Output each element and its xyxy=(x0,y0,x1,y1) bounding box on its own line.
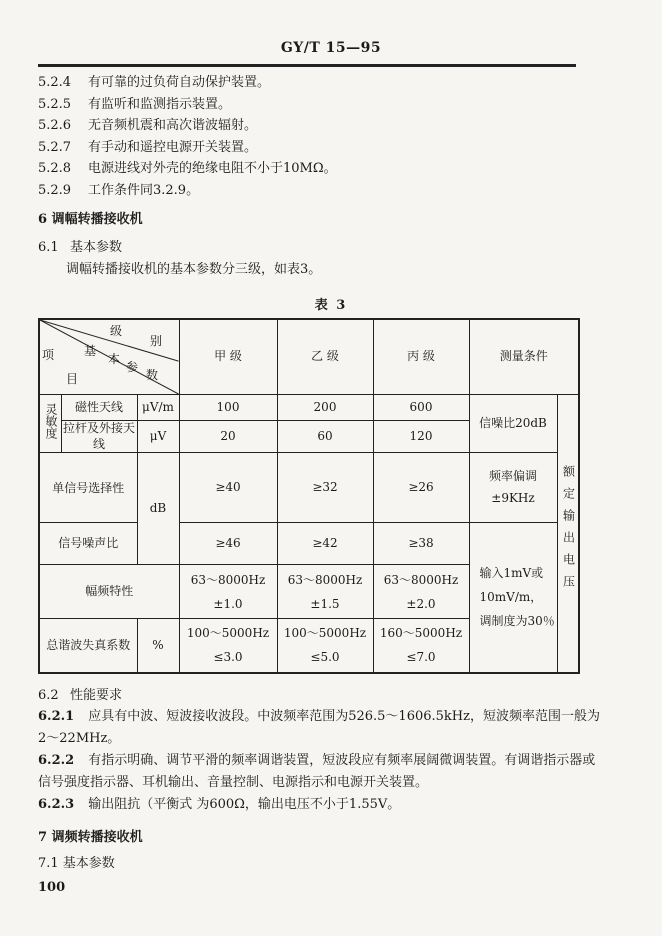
rod-unit: μV xyxy=(137,421,179,453)
measure-header: 测量条件 xyxy=(469,319,579,395)
para-6-2-3: 6.2.3 输出阻抗（平衡式 为600Ω，输出电压不小于1.55V。 xyxy=(38,797,401,812)
condition-rated-output: 额定输出电压 xyxy=(557,395,579,673)
section-6-title: 6 调幅转播接收机 xyxy=(38,212,143,227)
db-unit: dB xyxy=(137,453,179,565)
table-cell: 600 xyxy=(373,395,469,421)
table-cell: ≥40 xyxy=(179,453,277,523)
section-6-intro: 调幅转播接收机的基本参数分三级，如表3。 xyxy=(66,262,322,277)
table-cell: 120 xyxy=(373,421,469,453)
magnetic-unit: μV/m xyxy=(137,395,179,421)
table-cell: 63～8000Hz ±1.0 xyxy=(179,565,277,619)
level-b-header: 乙 级 xyxy=(277,319,373,395)
list-item: 5.2.5 有监听和监测指示装置。 xyxy=(38,96,232,112)
table-cell: 100～5000Hz ≤5.0 xyxy=(277,619,373,673)
table-cell: ≥26 xyxy=(373,453,469,523)
list-item: 5.2.9 工作条件同3.2.9。 xyxy=(38,182,200,198)
condition-detune: 频率偏调 ±9KHz xyxy=(469,453,557,523)
header-rule xyxy=(38,64,576,67)
table-cell: ≥38 xyxy=(373,523,469,565)
para-6-2-2: 6.2.2 有指示明确、调节平滑的频率调谐装置，短波段应有频率展阔微调装置。有调谐指示器或信号强度指示器、耳机输出、音量控制、电源指示和电源开关装置。 xyxy=(38,753,596,790)
table-cell: ≥46 xyxy=(179,523,277,565)
list-item: 5.2.6 无音频机震和高次谐波辐射。 xyxy=(38,118,258,133)
freq-response-label: 幅频特性 xyxy=(39,565,179,619)
items-list xyxy=(38,72,337,201)
table-cell: 160～5000Hz ≤7.0 xyxy=(373,619,469,673)
list-item: 5.2.8 电源进线对外壳的绝缘电阻不小于10MΩ。 xyxy=(38,161,337,176)
condition-snr20: 信噪比20dB xyxy=(469,395,557,453)
table-cell: 63～8000Hz ±1.5 xyxy=(277,565,373,619)
magnetic-antenna-label: 磁性天线 xyxy=(61,395,137,421)
table-cell: 200 xyxy=(277,395,373,421)
table-cell: ≥42 xyxy=(277,523,373,565)
section-7-1-heading: 7.1 基本参数 xyxy=(38,856,115,871)
sensitivity-label: 灵敏度 xyxy=(39,395,61,453)
table-caption: 表 3 xyxy=(314,298,348,313)
para-6-2-1: 6.2.1 应具有中波、短波接收波段。中波频率范围为526.5～1606.5kHz，短波频率范围一般为2～22MHz。 xyxy=(38,709,600,746)
rod-antenna-label: 拉杆及外接天线 xyxy=(61,421,137,453)
table-cell: 20 xyxy=(179,421,277,453)
list-item: 5.2.7 有手动和遥控电源开关装置。 xyxy=(38,139,258,155)
page-number: 100 xyxy=(38,880,66,895)
section-6-1-heading: 6.1 基本参数 xyxy=(38,240,123,255)
section-7-title: 7 调频转播接收机 xyxy=(38,830,143,845)
section-6-2-heading: 6.2 性能要求 xyxy=(38,688,123,703)
thd-label: 总谐波失真系数 xyxy=(39,619,137,673)
level-c-header: 丙 级 xyxy=(373,319,469,395)
parameter-table xyxy=(38,318,580,674)
selectivity-label: 单信号选择性 xyxy=(39,453,137,523)
list-item: 5.2.4 有可靠的过负荷自动保护装置。 xyxy=(38,75,271,90)
table-cell: 60 xyxy=(277,421,373,453)
page-header-code: GY/T 15—95 xyxy=(280,40,382,56)
table-cell: 100～5000Hz ≤3.0 xyxy=(179,619,277,673)
table-cell: ≥32 xyxy=(277,453,373,523)
table-cell: 63～8000Hz ±2.0 xyxy=(373,565,469,619)
snr-label: 信号噪声比 xyxy=(39,523,137,565)
table-cell: 100 xyxy=(179,395,277,421)
condition-input: 输入1mV或 10mV/m， 调制度为30％ xyxy=(469,523,557,673)
level-a-header: 甲 级 xyxy=(179,319,277,395)
thd-unit: % xyxy=(137,619,179,673)
table-corner-header: 级 别 项 基 本 参 数 目 xyxy=(39,319,179,395)
